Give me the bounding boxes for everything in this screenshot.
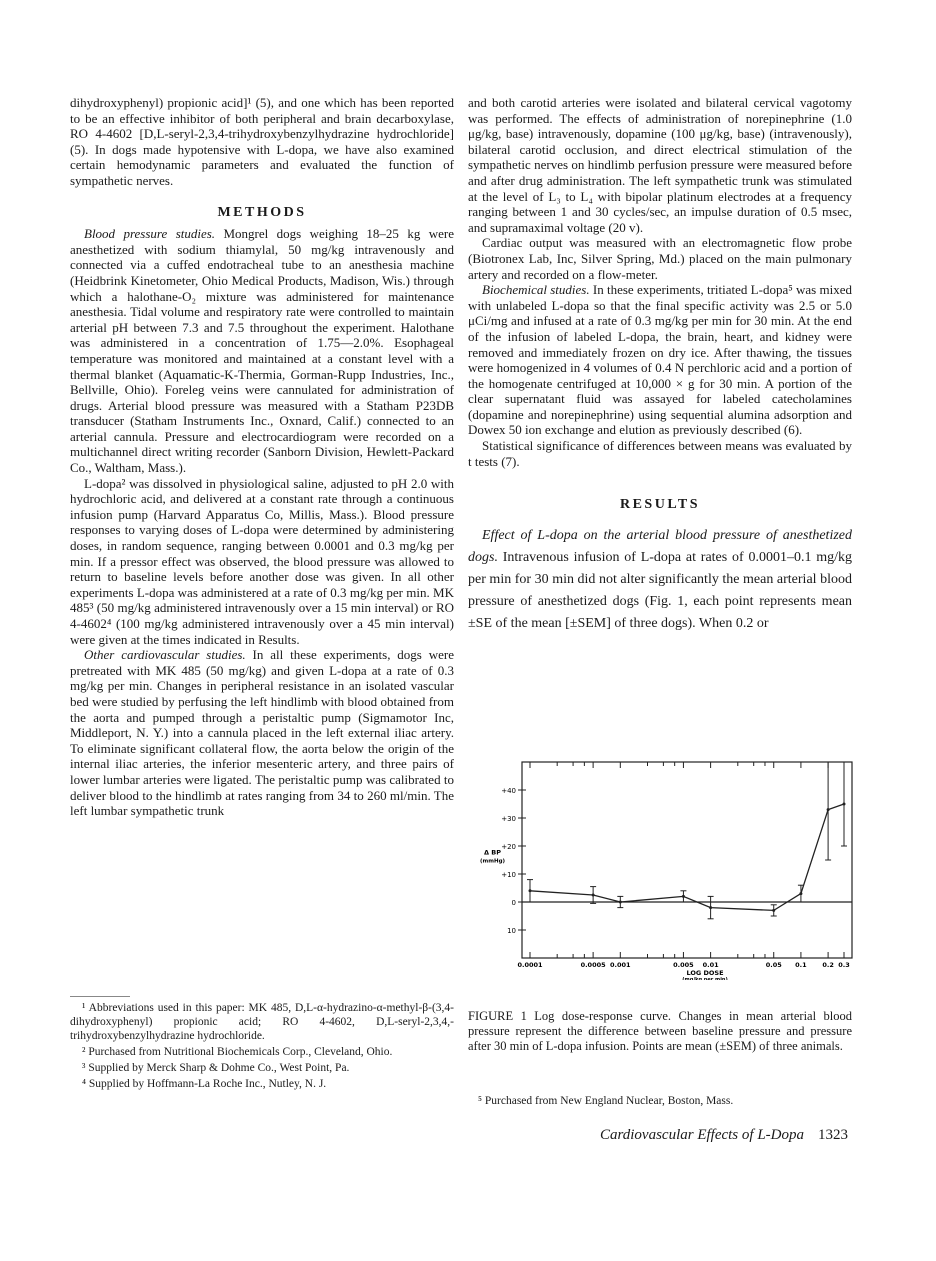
x-tick-label: 0.2 xyxy=(822,961,834,969)
results-heading: RESULTS xyxy=(619,497,701,513)
x-tick-label: 0.005 xyxy=(673,961,694,969)
y-tick-label: 10 xyxy=(507,927,516,935)
bp-studies-runin: Blood pressure studies. xyxy=(84,226,216,242)
data-point xyxy=(827,808,830,811)
footnote-4: ⁴ Supplied by Hoffmann-La Roche Inc., Nutley, N. J. xyxy=(82,1078,327,1090)
methods-heading: METHODS xyxy=(217,204,307,220)
left-column xyxy=(70,95,454,819)
bp-studies-paragraph xyxy=(70,226,454,476)
data-point xyxy=(843,803,846,806)
right-column xyxy=(468,95,852,635)
running-footer xyxy=(548,1127,848,1144)
x-tick-label: 0.0005 xyxy=(580,961,606,969)
page-number: 1323 xyxy=(818,1127,848,1143)
y-tick-label: +30 xyxy=(501,815,516,823)
footnote-3: ³ Supplied by Merck Sharp & Dohme Co., West Point, Pa. xyxy=(82,1062,350,1074)
data-point xyxy=(682,895,685,898)
y-axis-unit: (mmHg) xyxy=(480,858,506,865)
intro-paragraph: dihydroxyphenyl) propionic acid]¹ (5), and one which has been reported to be an effective inhibitor of both peripheral and brain decarboxylase, RO 4-4602 [D,L-seryl-2,3,4-trihydroxybenzylhydrazine hydrochloride] (5). In dogs made hypotensive with L-dopa, we have also examined certain hemodynamic parameters and evaluated the function of sympathetic nerves. xyxy=(70,95,454,188)
x-axis-unit: (mg/kg per min) xyxy=(682,977,728,980)
ldopa-paragraph: L-dopa² was dissolved in physiological saline, adjusted to pH 2.0 with hydrochloric acid, and delivered at a constant rate through a continuous infusion pump (Harvard Apparatus Co, Millis, Mass.). Blood pressure responses to varying doses of L-dopa were determined by administering doses, in random sequence, ranging between 0.0001 and 0.3 mg/kg per min. If a pressor effect was observed, the blood pressure was allowed to return to baseline levels before another dose was given. In all other experiments L-dopa was administered at a rate of 0.3 mg/kg per min. MK 485³ (50 mg/kg administered intravenously over a 15 min interval) or RO 4-4602⁴ (100 mg/kg administered intravenously over a 45 min interval) were given at the times indicated in Results. xyxy=(70,475,454,647)
x-tick-label: 0.1 xyxy=(795,961,807,969)
y-tick-label: 0 xyxy=(511,899,516,907)
y-tick-label: +20 xyxy=(501,843,516,851)
biochemical-text: In these experiments, tritiated L-dopa⁵ was mixed with unlabeled L-dopa so that the final specific activity was 2.5 or 5.0 μCi/mg and infused at a rate of 0.3 mg/kg per min for 30 min. At the end of the infusion of labeled L-dopa, the brain, heart, and kidney were removed and immediately frozen on dry ice. After thawing, the tissues were homogenized in 4 volumes of 0.4 N perchloric acid and a portion of the homogenate centrifuged at 10,000 × g for 30 min. A portion of the clear supernatant fluid was assayed for labeled catecholamines (dopamine and norepinephrine) using sequential alumina adsorption and Dowex 50 ion exchange and elution as previously described (6). xyxy=(468,282,852,438)
cv-studies-paragraph xyxy=(70,647,454,819)
running-head: Cardiovascular Effects of L-Dopa xyxy=(599,1127,804,1143)
results-runin: Effect of L-dopa on the arterial blood pressure of anesthetized dogs. xyxy=(468,527,852,565)
footnote-rule xyxy=(70,996,130,997)
dose-response-chart xyxy=(476,754,856,980)
data-point xyxy=(799,892,802,895)
footnote-2: ² Purchased from Nutritional Biochemicals Corp., Cleveland, Ohio. xyxy=(82,1046,393,1058)
cv-studies-runin: Other cardiovascular studies. xyxy=(84,647,246,663)
y-tick-label: +40 xyxy=(501,787,516,795)
data-point xyxy=(529,889,532,892)
footnotes xyxy=(70,988,454,1093)
statistics-paragraph: Statistical significance of differences between means was evaluated by t tests (7). xyxy=(468,438,852,469)
y-tick-label: +10 xyxy=(501,871,516,879)
y-axis-label: Δ BP xyxy=(484,848,502,857)
data-point xyxy=(709,906,712,909)
results-text: Intravenous infusion of L-dopa at rates of 0.0001–0.1 mg/kg per min for 30 min did not alter significantly the mean arterial blood pressure of anesthetized dogs (Fig. 1, each point represents mean ±SE of the mean [±SEM] of three dogs). When 0.2 or xyxy=(468,549,852,631)
data-point xyxy=(619,901,622,904)
biochemical-paragraph xyxy=(468,282,852,438)
data-point xyxy=(592,894,595,897)
data-point xyxy=(772,909,775,912)
x-tick-label: 0.05 xyxy=(765,961,782,969)
continuation-paragraph: and both carotid arteries were isolated and bilateral cervical vagotomy was performed. The effects of administration of norepinephrine (1.0 μg/kg, base) intravenously, dopamine (100 μg/kg, base) (intravenously), bilateral carotid occlusion, and direct electrical stimulation of the sympathetic nerves on hindlimb perfusion pressure were measured before and after drug administration. The left sympathetic trunk was stimulated at the level of L₃ to L₄ with bipolar platinum electrodes at a frequency ranging between 1 and 30 cycles/sec, an impulse duration of 0.5 msec, and supramaximal voltage (20 v). xyxy=(468,95,852,235)
series-line xyxy=(530,804,844,910)
x-axis-label: LOG DOSE xyxy=(686,969,724,977)
x-tick-label: 0.0001 xyxy=(517,961,543,969)
cardiac-output-paragraph: Cardiac output was measured with an electromagnetic flow probe (Biotronex Lab, Inc, Silver Spring, Md.) placed on the main pulmonary artery and recorded on a flow-meter. xyxy=(468,235,852,282)
figure-caption: FIGURE 1 Log dose-response curve. Changes in mean arterial blood pressure represent the difference between baseline pressure and pressure after 30 min of L-dopa infusion. Points are mean (±SEM) of three animals. xyxy=(468,1009,852,1053)
bp-studies-text: Mongrel dogs weighing 18–25 kg were anesthetized with sodium thiamylal, 50 mg/kg intravenously and connected via a cuffed endotracheal tube to an anesthesia machine (Heidbrink Kinetometer, Ohio Medical Products, Madison, Wis.) through which a halothane-O₂ mixture was administered for maintenance anesthesia. Tidal volume and respiratory rate were controlled to maintain arterial pH between 7.3 and 7.5 throughout the experiment. Halothane was administered in a concentration of 1.75—2.0%. Esophageal temperature was monitored and maintained at a constant level with a thermal blanket (Aquamatic-K-Thermia, Gorman-Rupp Industries, Inc., Bellville, Ohio). Foreleg veins were cannulated for administration of drugs. Arterial blood pressure was measured with a Statham P23DB transducer (Statham Instruments Inc., Oxnard, Calif.) connected to an arterial cannula. Pressure and electrocardiogram were recorded on a multichannel direct writing recorder (Sanborn Division, Hewlett-Packard Co., Waltham, Mass.). xyxy=(70,226,455,476)
x-tick-label: 0.01 xyxy=(702,961,719,969)
x-tick-label: 0.3 xyxy=(838,961,850,969)
footnote-1: ¹ Abbreviations used in this paper: MK 485, D,L-α-hydrazino-α-methyl-β-(3,4-dihydroxyphenyl) propionic acid; RO 4-4602, D,L-seryl-2,3,4,-trihydroxybenzylhydrazine hydrochloride. xyxy=(70,1002,454,1042)
results-paragraph xyxy=(468,525,852,635)
x-tick-label: 0.001 xyxy=(610,961,631,969)
biochemical-runin: Biochemical studies. xyxy=(482,282,590,298)
footnote-5: ⁵ Purchased from New England Nuclear, Boston, Mass. xyxy=(478,1095,734,1107)
figure-1 xyxy=(476,754,856,980)
plot-frame xyxy=(522,762,852,958)
cv-studies-text: In all these experiments, dogs were pretreated with MK 485 (50 mg/kg) and given L-dopa at a rate of 0.3 mg/kg per min. Changes in peripheral resistance in an isolated vascular bed were studied by perfusing the left hindlimb with blood obtained from the aorta and pumped through a peristaltic pump (Sigmamotor Inc, Middleport, N. Y.) into a cannula placed in the left external iliac artery. To eliminate significant collateral flow, the aorta below the origin of the internal iliac arteries, the inferior mesenteric artery, and three pairs of lower lumbar arteries were ligated. The peristaltic pump was calibrated to deliver blood to the hindlimb at rates ranging from 34 to 260 ml/min. The left lumbar sympathetic trunk xyxy=(70,647,454,819)
